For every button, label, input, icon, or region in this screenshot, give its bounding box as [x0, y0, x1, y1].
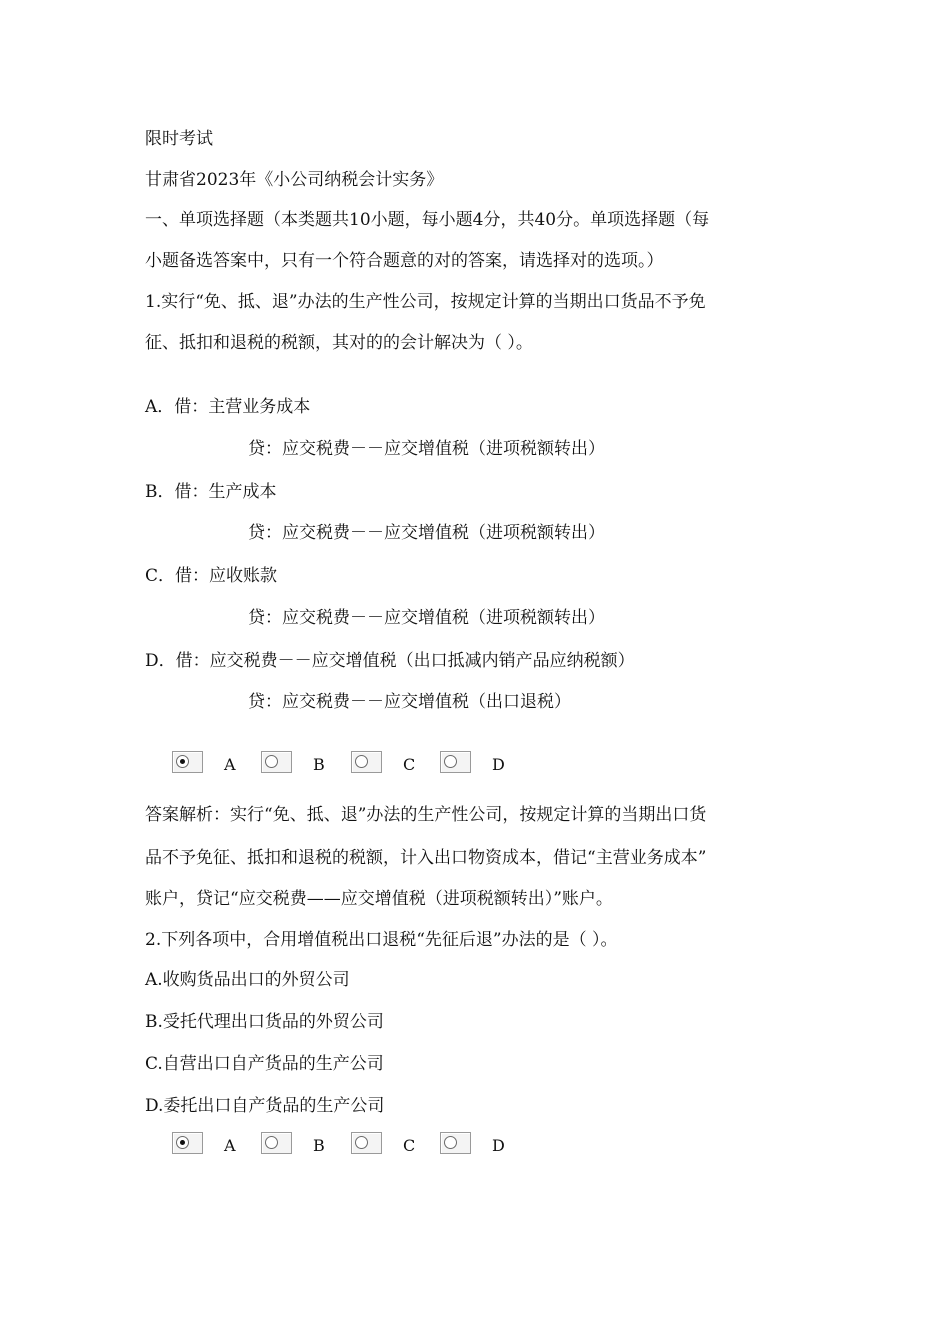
radio-button[interactable] [261, 1132, 292, 1154]
q1-option-a-debit: A．借：主营业务成本 [145, 397, 311, 417]
q1-option-c-credit: 贷：应交税费－－应交增值税（进项税额转出） [248, 608, 605, 628]
page-title: 限时考试 [145, 129, 213, 149]
q1-stem-line-2: 征、抵扣和退税的税额，其对的的会计解决为（ ）。 [145, 333, 533, 353]
choice-label: A [224, 1136, 236, 1155]
choice-label: C [403, 755, 416, 774]
q1-option-c-debit: C．借：应收账款 [145, 566, 278, 586]
q1-analysis-line-2: 品不予免征、抵扣和退税的税额，计入出口物资成本，借记“主营业务成本” [145, 848, 707, 868]
q2-option-a: A.收购货品出口的外贸公司 [145, 970, 350, 990]
choice-label: A [224, 755, 236, 774]
radio-selected-dot-icon [180, 1140, 185, 1145]
radio-button[interactable] [351, 751, 382, 773]
radio-button[interactable] [172, 1132, 203, 1154]
q2-option-d: D.委托出口自产货品的生产公司 [145, 1096, 385, 1116]
choice-label: D [492, 755, 505, 774]
radio-button[interactable] [440, 751, 471, 773]
choice-label: B [313, 755, 325, 774]
radio-selected-dot-icon [180, 759, 185, 764]
q1-analysis-line-1: 答案解析：实行“免、抵、退”办法的生产性公司，按规定计算的当期出口货 [145, 805, 707, 825]
radio-button[interactable] [440, 1132, 471, 1154]
q1-option-b-debit: B．借：生产成本 [145, 482, 277, 502]
q1-option-d-debit: D．借：应交税费－－应交增值税（出口抵减内销产品应纳税额） [145, 651, 635, 671]
radio-circle-icon [355, 755, 368, 768]
choice-label: B [313, 1136, 325, 1155]
section-heading-line-2: 小题备选答案中，只有一个符合题意的对的答案，请选择对的选项。） [145, 251, 664, 271]
radio-circle-icon [265, 1136, 278, 1149]
radio-circle-icon [176, 1136, 189, 1149]
radio-circle-icon [444, 1136, 457, 1149]
q1-stem-line-1: 1.实行“免、抵、退”办法的生产性公司，按规定计算的当期出口货品不予免 [145, 292, 706, 312]
q2-option-b: B.受托代理出口货品的外贸公司 [145, 1012, 384, 1032]
q1-option-d-credit: 贷：应交税费－－应交增值税（出口退税） [248, 692, 571, 712]
q1-analysis-line-3: 账户，贷记“应交税费——应交增值税（进项税额转出）”账户。 [145, 889, 613, 909]
q2-stem: 2.下列各项中，合用增值税出口退税“先征后退”办法的是（ ）。 [145, 930, 618, 950]
q2-option-c: C.自营出口自产货品的生产公司 [145, 1054, 384, 1074]
exam-subtitle: 甘肃省2023年《小公司纳税会计实务》 [145, 170, 444, 190]
choice-label: D [492, 1136, 505, 1155]
choice-label: C [403, 1136, 416, 1155]
radio-circle-icon [265, 755, 278, 768]
section-heading-line-1: 一、单项选择题（本类题共10小题，每小题4分，共40分。单项选择题（每 [145, 210, 710, 230]
radio-button[interactable] [261, 751, 292, 773]
q1-option-b-credit: 贷：应交税费－－应交增值税（进项税额转出） [248, 523, 605, 543]
radio-button[interactable] [351, 1132, 382, 1154]
radio-circle-icon [176, 755, 189, 768]
radio-circle-icon [444, 755, 457, 768]
q1-option-a-credit: 贷：应交税费－－应交增值税（进项税额转出） [248, 439, 605, 459]
radio-button[interactable] [172, 751, 203, 773]
radio-circle-icon [355, 1136, 368, 1149]
